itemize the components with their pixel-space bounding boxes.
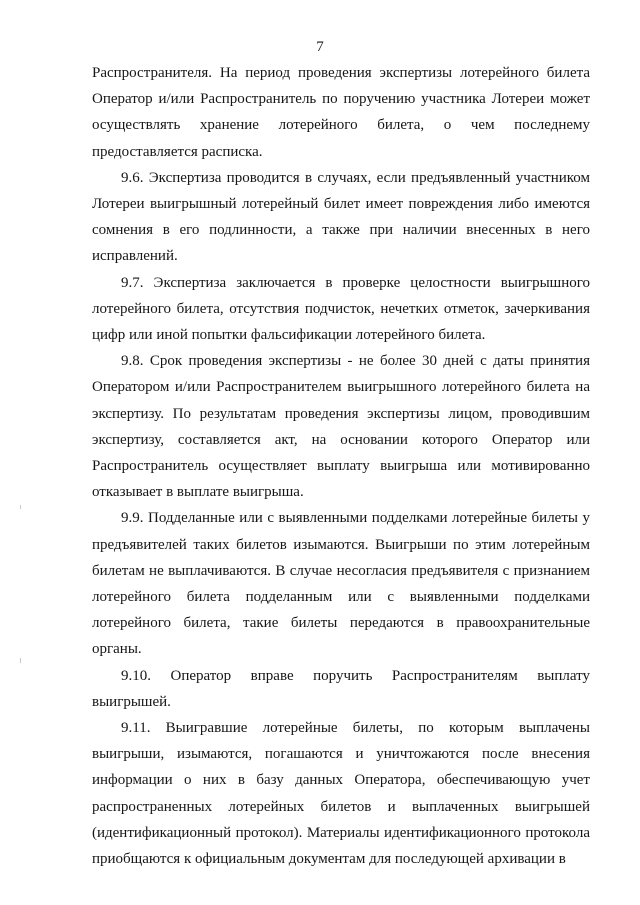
page-number: 7 — [316, 39, 324, 55]
margin-mark — [20, 505, 21, 509]
document-body — [92, 60, 590, 872]
paragraph-continuation: Распространителя. На период проведения экспертизы лотерейного билета Оператор и/или Распространитель по поручению участника Лотереи может осуществлять хранение лотерейного билета, о чем последнему предоставляется расписка. — [92, 65, 590, 160]
paragraph-9-6: 9.6. Экспертиза проводится в случаях, если предъявленный участником Лотереи выигрышный лотерейный билет имеет повреждения либо имеются сомнения в его подлинности, а также при наличии внесенных в него исправлений. — [92, 169, 590, 265]
paragraph-9-11: 9.11. Выигравшие лотерейные билеты, по которым выплачены выигрыши, изымаются, погашаются и уничтожаются после внесения информации о них в базу данных Оператора, обеспечивающую учет распространенных лотерейных билетов и выплаченных выигрышей (идентификационный протокол). Материалы идентификационного протокола приобщаются к официальным документам для последующей архивации в — [92, 720, 590, 868]
paragraph-9-9: 9.9. Подделанные или с выявленными подделками лотерейные билеты у предъявителей таких билетов изымаются. Выигрыши по этим лотерейным билетам не выплачиваются. В случае несогласия предъявителя с признанием лотерейного билета подделанным или с выявленными подделками лотерейного билета, такие билеты передаются в правоохранительные органы. — [92, 510, 590, 658]
paragraph-9-8: 9.8. Срок проведения экспертизы - не более 30 дней с даты принятия Оператором и/или Распространителем выигрышного лотерейного билета на экспертизу. По результатам проведения экспертизы лицом, проводившим экспертизу, составляется акт, на основании которого Оператор или Распространитель осуществляет выплату выигрыша или мотивированно отказывает в выплате выигрыша. — [92, 353, 590, 501]
paragraph-9-7: 9.7. Экспертиза заключается в проверке целостности выигрышного лотерейного билета, отсутствия подчисток, нечетких отметок, зачеркивания цифр или иной попытки фальсификации лотерейного билета. — [92, 274, 590, 344]
margin-mark — [20, 658, 21, 663]
paragraph-9-10: 9.10. Оператор вправе поручить Распространителям выплату выигрышей. — [92, 667, 590, 710]
